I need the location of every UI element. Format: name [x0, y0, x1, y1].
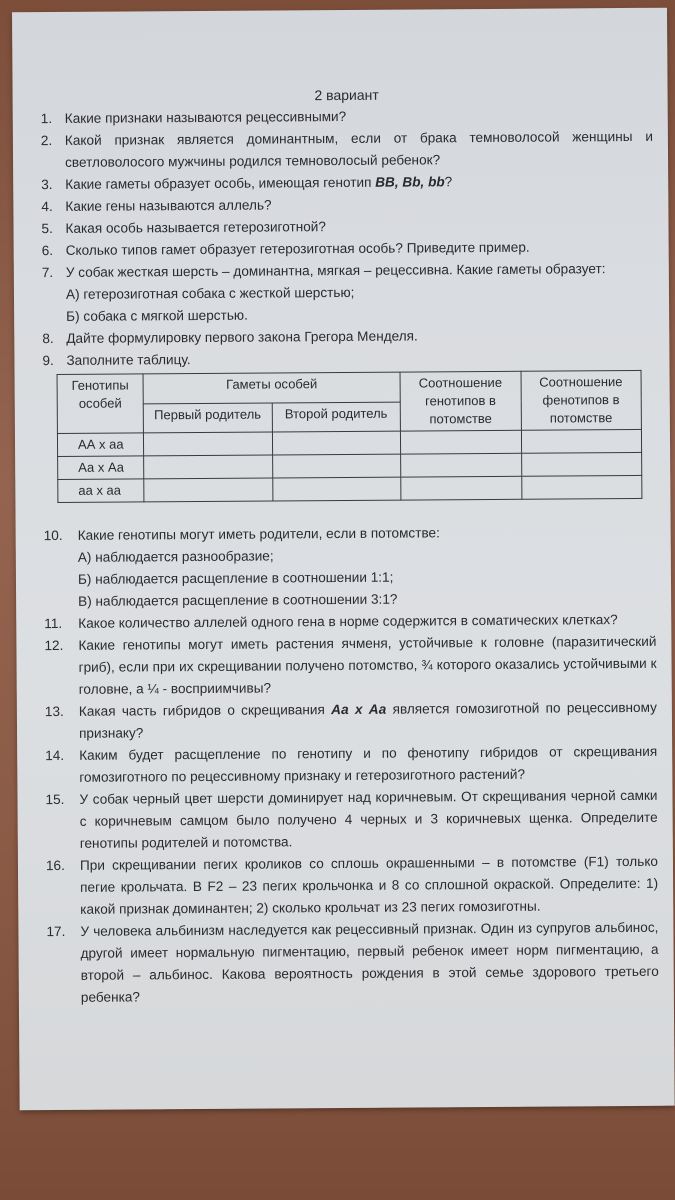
genetics-table [57, 370, 643, 503]
header-genotypes: Генотипы особей [57, 374, 143, 434]
question-13 [45, 697, 657, 745]
question-text: Какие признаки называются рецессивными? [64, 108, 347, 126]
question-number: 4. [41, 199, 53, 215]
question-text: Какая особь называется гетерозиготной? [65, 219, 326, 236]
question-number: 15. [45, 791, 65, 808]
question-17 [46, 917, 659, 1009]
empty-cell[interactable] [401, 476, 522, 500]
question-2 [41, 126, 653, 174]
question-number: 13. [44, 703, 64, 720]
question-text: Какое количество аллелей одного гена в норме содержится в соматических клетках? [78, 612, 618, 631]
empty-cell[interactable] [272, 477, 401, 501]
question-text: При скрещивании пегих кроликов со сплошь окрашенными – в потомстве (F1) только пегие крольчата. В F2 – 23 пегих крольчонка и 8 со сплошной окраской. Определите: 1) какой признак доминантен; 2) сколько крольчат из 23 пегих гомозиготны. [79, 853, 659, 917]
question-16 [46, 851, 658, 921]
question-text: Каким будет расщепление по генотипу и по фенотипу гибридов от скрещивания гомозиготного по рецессивному признаку и гетерозиготного растений? [79, 743, 658, 785]
question-number: 2. [40, 133, 53, 149]
question-text: Какие гаметы образует особь, имеющая генотип BB, Bb, bb? [65, 174, 453, 192]
genotype-cell: аа х аа [58, 479, 144, 503]
header-first-parent: Первый родитель [143, 402, 272, 432]
sub-item: А) гетерозиготная собака с жесткой шерстью; [65, 284, 355, 302]
empty-cell[interactable] [521, 452, 642, 476]
question-text: У собак черный цвет шерсти доминирует над коричневым. От скрещивания черной самки с коричневым самцом было получено 4 черных и 3 коричневых щенка. Определите генотипы родителей и потомства. [79, 787, 658, 851]
empty-cell[interactable] [521, 429, 642, 453]
question-14 [45, 741, 657, 789]
sub-item: В) наблюдается расщепление в соотношении 3:1? [78, 591, 398, 609]
worksheet-content [41, 82, 659, 1009]
sub-item: Б) наблюдается расщепление в соотношении 1:1; [77, 569, 394, 587]
empty-cell[interactable] [401, 430, 522, 454]
question-number: 16. [45, 857, 65, 874]
question-text: У собак жесткая шерсть – доминантна, мягкая – рецессивна. Какие гаметы образует: [65, 261, 606, 280]
empty-cell[interactable] [401, 453, 522, 477]
header-phenotype-ratio: Соотношение фенотипов в потомстве [521, 370, 642, 430]
question-number: 11. [44, 615, 63, 632]
question-number: 6. [41, 243, 54, 259]
header-second-parent: Второй родитель [272, 402, 401, 432]
genotype-list: BB, Bb, bb [375, 174, 445, 190]
sub-item: А) наблюдается разнообразие; [77, 548, 274, 565]
question-9 [42, 346, 654, 372]
question-number: 17. [46, 923, 66, 940]
question-number: 5. [41, 221, 53, 237]
variant-title: 2 вариант [314, 86, 379, 104]
question-text: Дайте формулировку первого закона Грегора Менделя. [66, 328, 418, 346]
header-gametes: Гаметы особей [143, 372, 400, 403]
empty-cell[interactable] [144, 455, 273, 479]
question-12 [44, 631, 656, 701]
question-text: Какие генотипы могут иметь растения ячменя, устойчивые к головне (паразитический гриб), если при их скрещивании получено потомство, ¾ которого оказались устойчивыми к головне, а ¼ - восприимчивы? [78, 633, 657, 697]
paper-sheet [12, 8, 675, 1111]
empty-cell[interactable] [144, 478, 273, 502]
question-text: У человека альбинизм наследуется как рецессивный признак. Один из супругов альбинос, другой имеет нормальную пигментацию, первый ребенок имеет норм пигментацию, а второй – альбинос. Какова вероятность рождения в этой семье здорового третьего ребенка? [80, 919, 659, 1005]
question-text: Заполните таблицу. [66, 352, 191, 368]
question-list-b [44, 521, 659, 1009]
genotype-cell: Аа х Аа [58, 456, 144, 480]
question-number: 12. [44, 637, 64, 654]
empty-cell[interactable] [521, 475, 642, 499]
question-7 [42, 258, 654, 328]
question-number: 3. [41, 177, 53, 193]
header-genotype-ratio: Соотношение генотипов в потомстве [400, 371, 521, 431]
genotype-cross: Аа х Аа [331, 701, 387, 718]
question-text: Какая часть гибридов о скрещивания Аа х Аа является гомозиготной по рецессивному признаку? [78, 699, 657, 741]
empty-cell[interactable] [143, 432, 272, 456]
question-15 [45, 785, 657, 855]
question-text: Сколько типов гамет образует гетерозиготная особь? Приведите пример. [65, 239, 530, 258]
question-number: 14. [45, 747, 65, 764]
question-number: 1. [40, 111, 53, 127]
question-text: Какие генотипы могут иметь родители, если в потомстве: [77, 525, 440, 543]
question-10 [44, 521, 657, 613]
question-number: 7. [41, 265, 54, 281]
genotype-cell: АА х аа [57, 433, 143, 457]
question-number: 8. [42, 331, 54, 347]
empty-cell[interactable] [272, 431, 401, 455]
question-number: 9. [42, 353, 54, 369]
empty-cell[interactable] [272, 454, 401, 478]
sub-item: Б) собака с мягкой шерстью. [66, 307, 248, 324]
table-header-row [57, 370, 641, 404]
question-list-a [41, 104, 655, 372]
question-number: 10. [43, 527, 63, 544]
question-text: Какие гены называются аллель? [65, 197, 272, 214]
question-text: Какой признак является доминантным, если от брака темноволосой женщины и светловолосого мужчины родился темноволосый ребенок? [64, 128, 653, 170]
table-row [58, 475, 642, 502]
